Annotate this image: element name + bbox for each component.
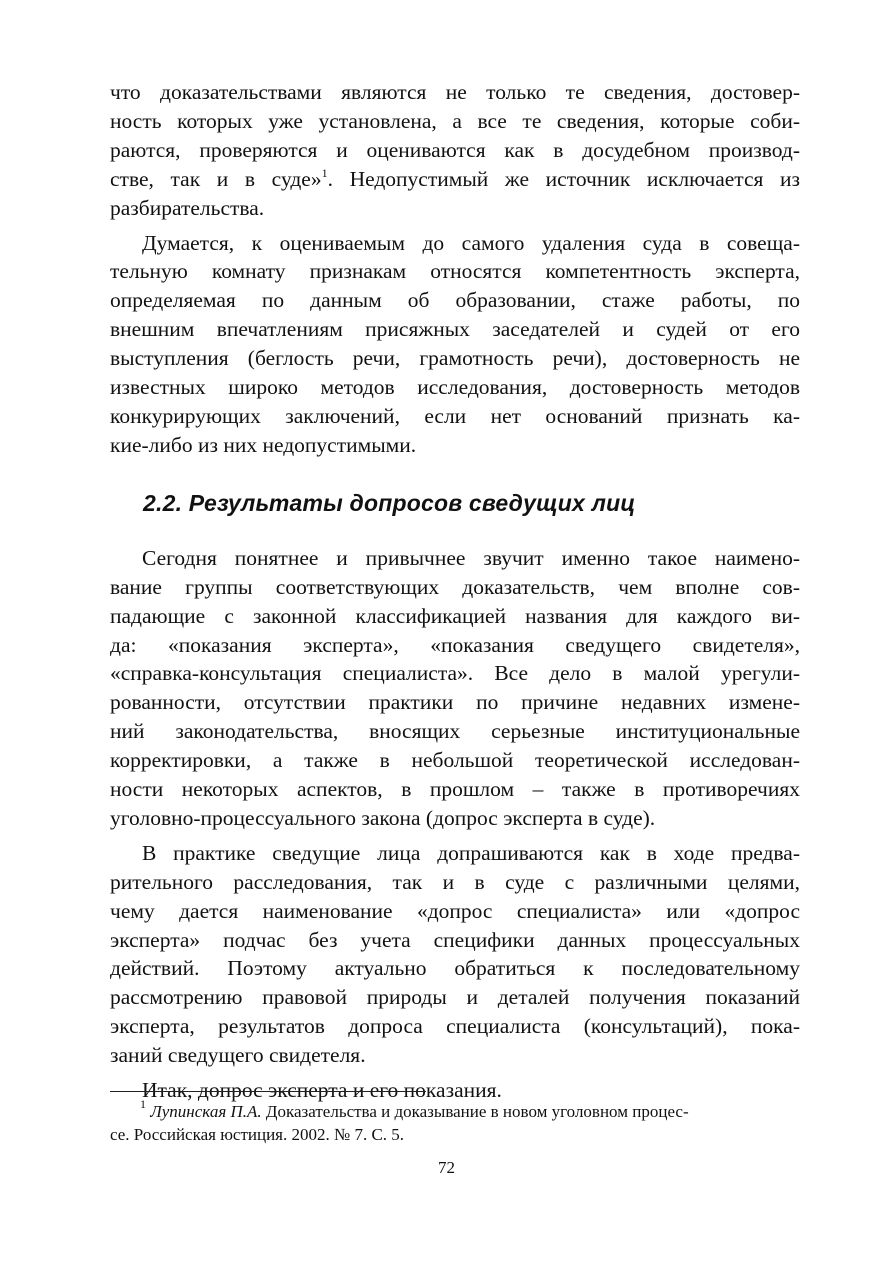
- footnote-ref[interactable]: 1: [321, 165, 328, 180]
- text-line: Итак, допрос эксперта и его показания.: [142, 1078, 502, 1103]
- text-line: рассмотрению правовой природы и деталей получения показаний: [110, 985, 800, 1010]
- text-line: В практике сведущие лица допрашиваются как в ходе предва-: [142, 840, 800, 865]
- text-line: чему дается наименование «допрос специалиста» или «допрос: [110, 898, 800, 923]
- text-line: рительного расследования, так и в суде с различными целями,: [110, 869, 800, 894]
- paragraph-3: [110, 544, 800, 833]
- text-line: вание группы соответствующих доказательств, чем вполне сов-: [110, 574, 800, 599]
- text-line: ний законодательства, вносящих серьезные институциональные: [110, 719, 800, 744]
- text-line: эксперта, результатов допроса специалиста (консультаций), пока-: [110, 1014, 800, 1039]
- text-line: эксперта» подчас без учета специфики данных процессуальных: [110, 927, 800, 952]
- text-line: конкурирующих заключений, если нет оснований признать ка-: [110, 403, 800, 428]
- page-body: [110, 78, 800, 1105]
- text-line: Сегодня понятнее и привычнее звучит именно такое наимено-: [142, 545, 800, 570]
- text-line: определяемая по данным об образовании, стаже работы, по: [110, 288, 800, 313]
- text-line: что доказательствами являются не только те сведения, достовер-: [110, 80, 800, 104]
- text-line: раются, проверяются и оцениваются как в досудебном производ-: [110, 137, 800, 162]
- section-heading: 2.2. Результаты допросов сведущих лиц: [143, 489, 636, 516]
- text-line: известных широко методов исследования, достоверность методов: [110, 375, 800, 400]
- text-line: [110, 165, 800, 194]
- text-line: «справка-консультация специалиста». Все дело в малой урегули-: [110, 661, 800, 686]
- text-line: корректировки, а также в небольшой теоретической исследован-: [110, 748, 800, 773]
- text-line: ности некоторых аспектов, в прошлом – также в противоречиях: [110, 777, 800, 802]
- text-line: тельную комнату признакам относятся компетентность эксперта,: [110, 259, 800, 284]
- text-line: внешним впечатлениям присяжных заседателей и судей от его: [110, 317, 800, 342]
- text-fragment: . Недопустимый же источник исключается из: [327, 166, 800, 191]
- text-line: да: «показания эксперта», «показания сведущего свидетеля»,: [110, 632, 800, 657]
- footnote-marker: 1: [140, 1097, 146, 1111]
- text-fragment: стве, так и в суде»: [110, 166, 322, 191]
- text-line: заний сведущего свидетеля.: [110, 1043, 366, 1068]
- footnote-text: Доказательства и доказывание в новом уголовном процес-: [261, 1102, 689, 1121]
- paragraph-1: [110, 78, 800, 223]
- text-line: разбирательства.: [110, 195, 265, 220]
- text-line: рованности, отсутствии практики по причине недавних измене-: [110, 690, 800, 715]
- footnote-author: Лупинская П.А.: [150, 1102, 262, 1121]
- text-line: падающие с законной классификацией названия для каждого ви-: [110, 603, 800, 628]
- text-line: ность которых уже установлена, а все те сведения, которые соби-: [110, 108, 800, 133]
- page-number: 72: [438, 1158, 455, 1177]
- text-line: уголовно-процессуального закона (допрос эксперта в суде).: [110, 805, 656, 830]
- paragraph-4: [110, 839, 800, 1070]
- footnote-line: [110, 1097, 800, 1123]
- footnote-divider: [110, 1091, 426, 1092]
- footnote-line: се. Российская юстиция. 2002. № 7. С. 5.: [110, 1125, 405, 1144]
- text-line: Думается, к оцениваемым до самого удаления суда в совеща-: [142, 230, 800, 255]
- paragraph-2: [110, 229, 800, 460]
- text-line: кие-либо из них недопустимыми.: [110, 432, 417, 457]
- text-line: выступления (беглость речи, грамотность речи), достоверность не: [110, 346, 800, 371]
- footnote: [110, 1097, 800, 1146]
- text-line: действий. Поэтому актуально обратиться к последовательному: [110, 956, 800, 981]
